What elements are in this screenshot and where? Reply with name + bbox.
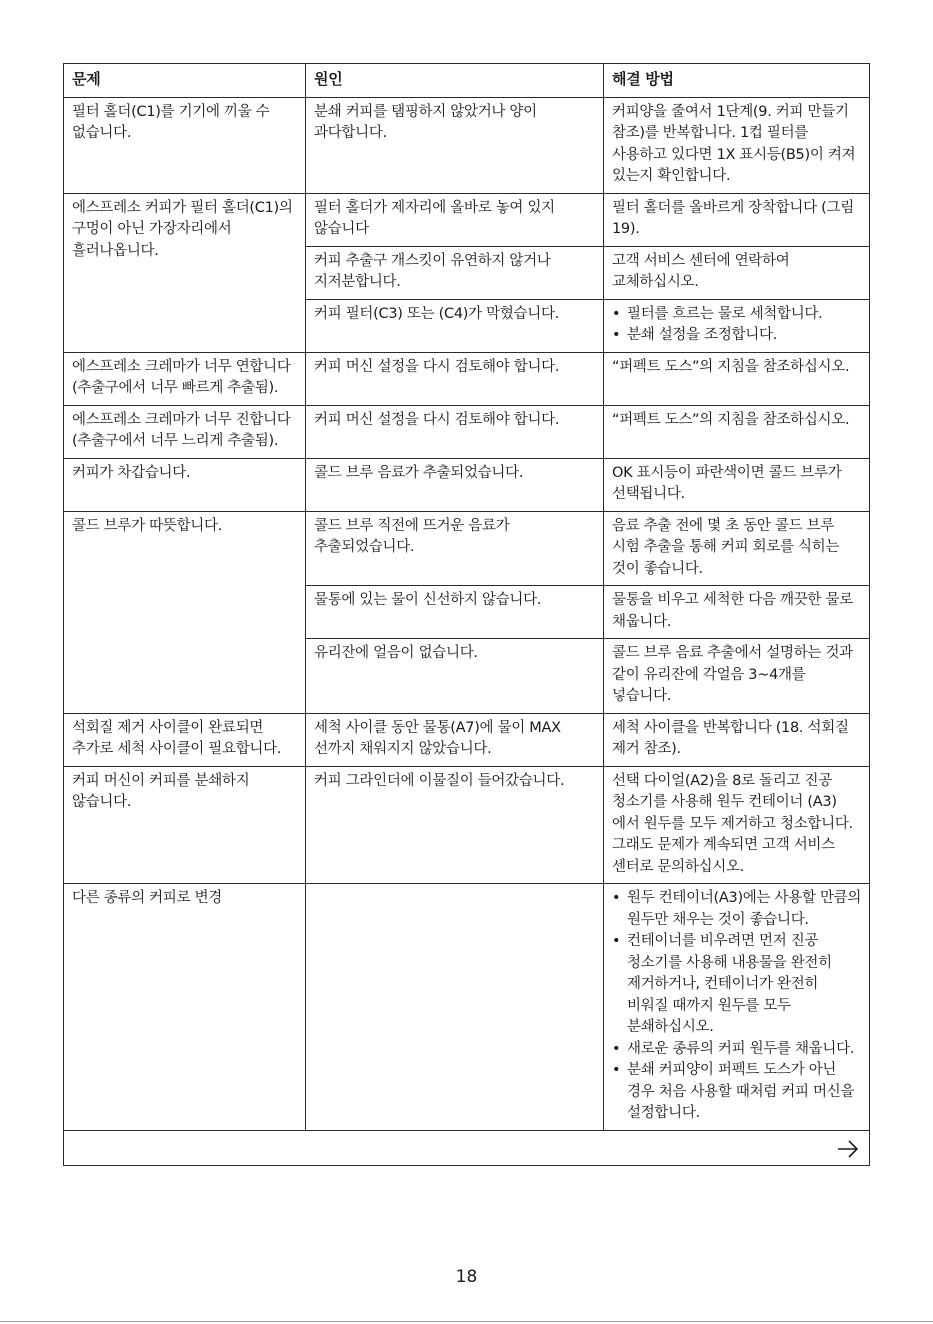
problem-cell: 에스프레소 크레마가 너무 연합니다(추출구에서 너무 빠르게 추출됨). bbox=[64, 352, 306, 405]
cause-cell: 커피 머신 설정을 다시 검토해야 합니다. bbox=[306, 352, 604, 405]
table-row bbox=[64, 458, 870, 511]
problem-cell: 콜드 브루가 따뜻합니다. bbox=[64, 511, 306, 713]
continuation-cell bbox=[64, 1130, 870, 1165]
list-item: • 분쇄 커피양이 퍼펙트 도스가 아닌 경우 처음 사용할 때처럼 커피 머신을 설정합니다. bbox=[612, 1060, 863, 1125]
list-item: • 새로운 종류의 커피 원두를 채웁니다. bbox=[612, 1039, 863, 1061]
problem-cell: 필터 홀더(C1)를 기기에 끼울 수 없습니다. bbox=[64, 97, 306, 193]
solution-cell: “퍼펙트 도스”의 지침을 참조하십시오. bbox=[604, 405, 870, 458]
cause-cell: 필터 홀더가 제자리에 올바로 놓여 있지 않습니다 bbox=[306, 193, 604, 246]
solution-cell: OK 표시등이 파란색이면 콜드 브루가 선택됩니다. bbox=[604, 458, 870, 511]
bottom-divider bbox=[0, 1321, 933, 1322]
solution-cell: 커피양을 줄여서 1단계(9. 커피 만들기 참조)를 반복합니다. 1컵 필터를 사용하고 있다면 1X 표시등(B5)이 켜져 있는지 확인합니다. bbox=[604, 97, 870, 193]
solution-cell: 물통을 비우고 세척한 다음 깨끗한 물로 채웁니다. bbox=[604, 586, 870, 639]
cause-cell: 콜드 브루 음료가 추출되었습니다. bbox=[306, 458, 604, 511]
problem-cell: 커피 머신이 커피를 분쇄하지 않습니다. bbox=[64, 766, 306, 884]
list-item: • 원두 컨테이너(A3)에는 사용할 만큼의 원두만 채우는 것이 좋습니다. bbox=[612, 888, 863, 931]
troubleshooting-table bbox=[63, 63, 870, 1166]
table-row bbox=[64, 713, 870, 766]
table-row bbox=[64, 511, 870, 586]
table-row bbox=[64, 884, 870, 1131]
solution-cell: “퍼펙트 도스”의 지침을 참조하십시오. bbox=[604, 352, 870, 405]
header-solution: 해결 방법 bbox=[604, 64, 870, 98]
cause-cell: 분쇄 커피를 탬핑하지 않았거나 양이 과다합니다. bbox=[306, 97, 604, 193]
cause-cell: 커피 그라인더에 이물질이 들어갔습니다. bbox=[306, 766, 604, 884]
problem-cell: 다른 종류의 커피로 변경 bbox=[64, 884, 306, 1131]
list-item: • 컨테이너를 비우려면 먼저 진공 청소기를 사용해 내용물을 완전히 제거하거나, 컨테이너가 완전히 비워질 때까지 원두를 모두 분쇄하십시오. bbox=[612, 931, 863, 1039]
table-footer-row bbox=[64, 1130, 870, 1165]
solution-cell: 필터 홀더를 올바르게 장착합니다 (그림 19). bbox=[604, 193, 870, 246]
table-row bbox=[64, 405, 870, 458]
solution-list bbox=[612, 304, 863, 347]
problem-cell: 에스프레소 커피가 필터 홀더(C1)의 구멍이 아닌 가장자리에서 흘러나옵니다. bbox=[64, 193, 306, 352]
list-item: • 필터를 흐르는 물로 세척합니다. bbox=[612, 304, 863, 326]
solution-cell: 세척 사이클을 반복합니다 (18. 석회질 제거 참조). bbox=[604, 713, 870, 766]
solution-cell bbox=[604, 299, 870, 352]
problem-cell: 석회질 제거 사이클이 완료되면 추가로 세척 사이클이 필요합니다. bbox=[64, 713, 306, 766]
cause-cell: 콜드 브루 직전에 뜨거운 음료가 추출되었습니다. bbox=[306, 511, 604, 586]
cause-cell: 유리잔에 얼음이 없습니다. bbox=[306, 639, 604, 714]
arrow-right-icon bbox=[837, 1139, 859, 1159]
solution-cell: 음료 추출 전에 몇 초 동안 콜드 브루 시험 추출을 통해 커피 회로를 식히는 것이 좋습니다. bbox=[604, 511, 870, 586]
solution-cell: 선택 다이얼(A2)을 8로 돌리고 진공 청소기를 사용해 원두 컨테이너 (A3)에서 원두를 모두 제거하고 청소합니다. 그래도 문제가 계속되면 고객 서비스 센터로 문의하십시오. bbox=[604, 766, 870, 884]
problem-cell: 에스프레소 크레마가 너무 진합니다(추출구에서 너무 느리게 추출됨). bbox=[64, 405, 306, 458]
cause-cell: 커피 추출구 개스킷이 유연하지 않거나 지저분합니다. bbox=[306, 246, 604, 299]
table-header-row bbox=[64, 64, 870, 98]
list-item: • 분쇄 설정을 조정합니다. bbox=[612, 325, 863, 347]
cause-cell bbox=[306, 884, 604, 1131]
solution-cell: 콜드 브루 음료 추출에서 설명하는 것과 같이 유리잔에 각얼음 3~4개를 넣습니다. bbox=[604, 639, 870, 714]
header-problem: 문제 bbox=[64, 64, 306, 98]
problem-cell: 커피가 차갑습니다. bbox=[64, 458, 306, 511]
cause-cell: 커피 머신 설정을 다시 검토해야 합니다. bbox=[306, 405, 604, 458]
cause-cell: 물통에 있는 물이 신선하지 않습니다. bbox=[306, 586, 604, 639]
table-row bbox=[64, 766, 870, 884]
table-row bbox=[64, 352, 870, 405]
solution-cell bbox=[604, 884, 870, 1131]
solution-list bbox=[612, 888, 863, 1125]
header-cause: 원인 bbox=[306, 64, 604, 98]
table-row bbox=[64, 97, 870, 193]
cause-cell: 세척 사이클 동안 물통(A7)에 물이 MAX 선까지 채워지지 않았습니다. bbox=[306, 713, 604, 766]
page-number: 18 bbox=[455, 1267, 478, 1287]
cause-cell: 커피 필터(C3) 또는 (C4)가 막혔습니다. bbox=[306, 299, 604, 352]
solution-cell: 고객 서비스 센터에 연락하여 교체하십시오. bbox=[604, 246, 870, 299]
table-row bbox=[64, 193, 870, 246]
